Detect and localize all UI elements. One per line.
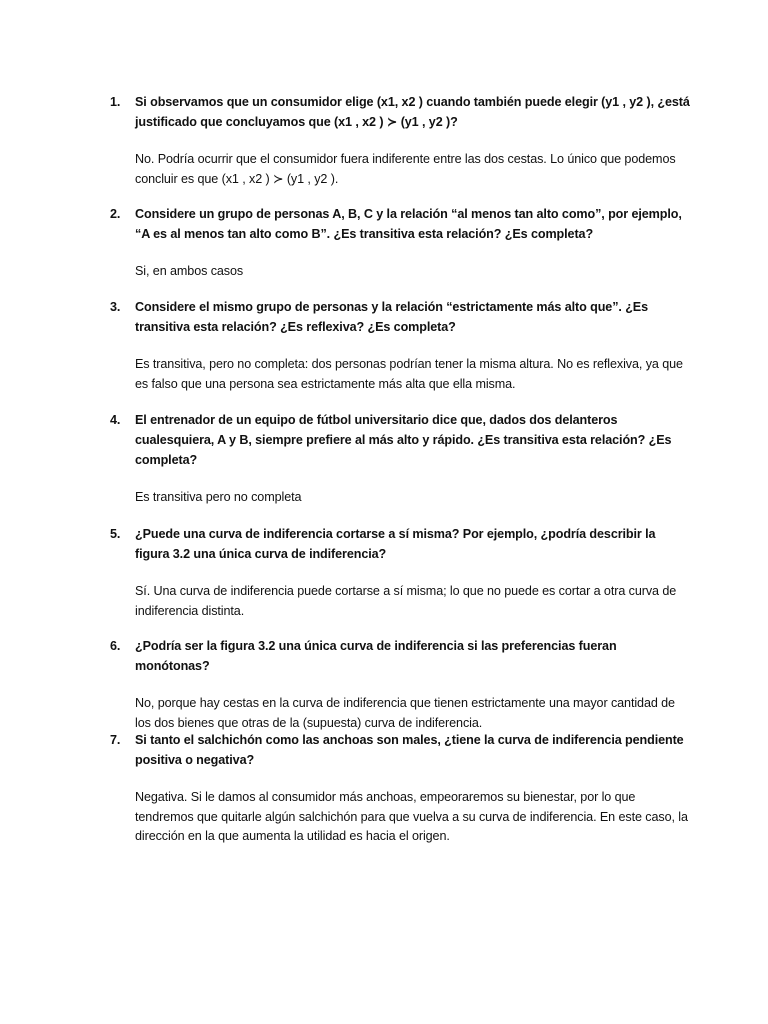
answer-5: Sí. Una curva de indiferencia puede cortarse a sí misma; lo que no puede es cortar a otra curva de indiferencia distinta. xyxy=(135,584,677,618)
question-block-5 xyxy=(110,524,690,621)
question-text: Si observamos que un consumidor elige (x1, x2 ) cuando también puede elegir (y1 , y2 ), ¿está justificado que concluyamos que (x1 , x2 ) ≻ (y1 , y2 )? xyxy=(135,95,690,129)
question-text: Considere un grupo de personas A, B, C y la relación “al menos tan alto como”, por ejemplo, “A es al menos tan alto como B”. ¿Es transitiva esta relación? ¿Es completa? xyxy=(135,207,682,241)
question-number: 7. xyxy=(110,733,121,747)
question-block-2 xyxy=(110,204,690,282)
answer-7: Negativa. Si le damos al consumidor más anchoas, empeoraremos su bienestar, por lo que tendremos que quitarle algún salchichón para que vuelva a su curva de indiferencia. En este caso, la dirección en la que aumenta la utilidad es hacia el origen. xyxy=(135,790,688,843)
question-2 xyxy=(110,204,690,244)
question-3 xyxy=(110,297,690,337)
answer-3: Es transitiva, pero no completa: dos personas podrían tener la misma altura. No es reflexiva, ya que es falso que una persona sea estrictamente más alta que ella misma. xyxy=(135,357,683,391)
question-block-7 xyxy=(110,730,690,847)
question-4 xyxy=(110,410,690,470)
question-number: 4. xyxy=(110,413,121,427)
answer-6: No, porque hay cestas en la curva de indiferencia que tienen estrictamente una mayor cantidad de los dos bienes que otras de la (supuesta) curva de indiferencia. xyxy=(135,696,675,730)
question-number: 3. xyxy=(110,300,121,314)
question-text: Considere el mismo grupo de personas y la relación “estrictamente más alto que”. ¿Es transitiva esta relación? ¿Es reflexiva? ¿Es completa? xyxy=(135,300,649,334)
question-text: El entrenador de un equipo de fútbol universitario dice que, dados dos delanteros cualesquiera, A y B, siempre prefiere al más alto y rápido. ¿Es transitiva esta relación? ¿Es completa? xyxy=(135,413,672,467)
answer-2: Si, en ambos casos xyxy=(135,264,244,278)
question-number: 6. xyxy=(110,639,121,653)
question-block-1 xyxy=(110,92,690,189)
question-text: ¿Puede una curva de indiferencia cortarse a sí misma? Por ejemplo, ¿podría describir la figura 3.2 una única curva de indiferencia? xyxy=(135,527,656,561)
question-block-3 xyxy=(110,297,690,394)
question-number: 5. xyxy=(110,527,121,541)
question-1 xyxy=(110,92,690,132)
question-7 xyxy=(110,730,690,770)
question-6 xyxy=(110,636,690,676)
question-text: ¿Podría ser la figura 3.2 una única curva de indiferencia si las preferencias fueran monótonas? xyxy=(135,639,617,673)
question-block-4 xyxy=(110,410,690,508)
question-number: 1. xyxy=(110,95,121,109)
answer-1: No. Podría ocurrir que el consumidor fuera indiferente entre las dos cestas. Lo único que podemos concluir es que (x1 , x2 ) ≻ (y1 , y2 ). xyxy=(135,152,676,186)
question-5 xyxy=(110,524,690,564)
question-number: 2. xyxy=(110,207,121,221)
question-block-6 xyxy=(110,636,690,733)
answer-4: Es transitiva pero no completa xyxy=(135,490,302,504)
question-text: Si tanto el salchichón como las anchoas son males, ¿tiene la curva de indiferencia pendiente positiva o negativa? xyxy=(135,733,684,767)
